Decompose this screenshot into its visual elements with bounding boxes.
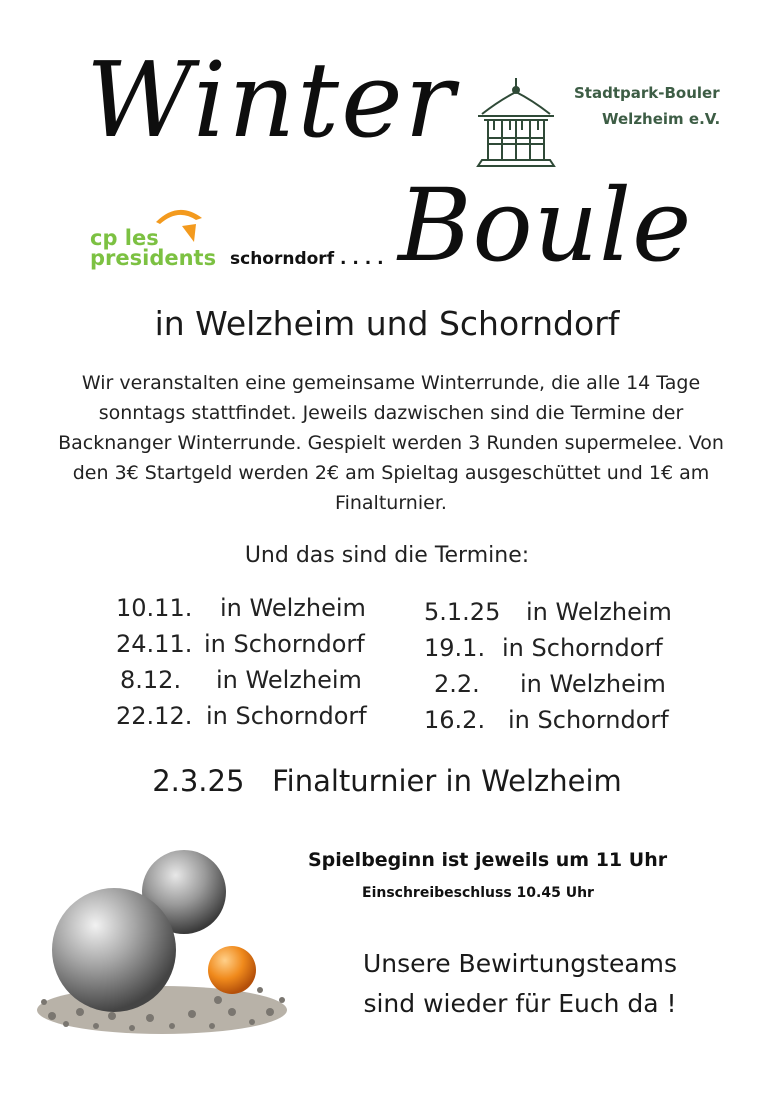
dates-heading: Und das sind die Termine: xyxy=(244,543,530,568)
place: in Welzheim xyxy=(216,666,362,694)
place: in Schorndorf xyxy=(204,630,365,658)
partner-name-line2: presidents xyxy=(90,246,217,270)
final-date: 2.3.25 xyxy=(152,764,245,798)
date-row xyxy=(424,594,672,630)
date: 16.2. xyxy=(424,706,486,734)
place: in Welzheim xyxy=(526,598,672,626)
date-row xyxy=(116,698,367,734)
date-row xyxy=(424,702,672,738)
start-time: Spielbeginn ist jeweils um 11 Uhr xyxy=(308,849,668,871)
registration-deadline: Einschreibeschluss 10.45 Uhr xyxy=(362,885,594,901)
place: in Welzheim xyxy=(220,594,366,622)
date-row xyxy=(116,626,367,662)
date: 19.1. xyxy=(424,634,486,662)
catering-note xyxy=(330,944,710,1024)
title-boule: Boule xyxy=(398,167,693,284)
partner-name-line1: cp les xyxy=(90,226,159,250)
date: 8.12. xyxy=(120,666,182,694)
club-name-line2: Welzheim e.V. xyxy=(602,110,721,128)
date: 5.1.25 xyxy=(424,598,501,626)
date: 2.2. xyxy=(434,670,480,698)
date-row xyxy=(116,662,367,698)
catering-note-line2: sind wieder für Euch da ! xyxy=(363,989,677,1018)
boule-balls-photo xyxy=(32,840,294,1040)
date-row xyxy=(424,666,672,702)
date: 24.11. xyxy=(116,630,193,658)
final-text: Finalturnier in Welzheim xyxy=(272,764,622,798)
dates-list-left xyxy=(116,590,367,734)
partner-city: schorndorf . . . . xyxy=(230,249,384,269)
date-row xyxy=(424,630,672,666)
place: in Schorndorf xyxy=(206,702,367,730)
date: 22.12. xyxy=(116,702,193,730)
place: in Schorndorf xyxy=(508,706,669,734)
place: in Welzheim xyxy=(520,670,666,698)
partner-name xyxy=(90,228,216,268)
dates-list-right xyxy=(424,594,672,738)
subtitle: in Welzheim und Schorndorf xyxy=(154,304,620,343)
partner-logo xyxy=(90,204,390,284)
club-name xyxy=(574,80,724,132)
club-name-line1: Stadtpark-Bouler xyxy=(574,84,720,102)
final-tournament xyxy=(0,760,774,802)
place: in Schorndorf xyxy=(502,634,663,662)
catering-note-line1: Unsere Bewirtungsteams xyxy=(362,949,678,978)
date-row xyxy=(116,590,367,626)
pavilion-icon xyxy=(468,74,564,170)
title-winter: Winter xyxy=(86,39,457,161)
intro-paragraph: Wir veranstalten eine gemeinsame Winterrunde, die alle 14 Tage sonntags stattfindet. Jeweils dazwischen sind die Termine der Backnanger Winterrunde. Gespielt werden 3 Runden supermelee. Von den 3€ Startgeld werden 2€ am Spieltag ausgeschüttet und 1€ am Finalturnier. xyxy=(58,372,724,514)
date: 10.11. xyxy=(116,594,193,622)
